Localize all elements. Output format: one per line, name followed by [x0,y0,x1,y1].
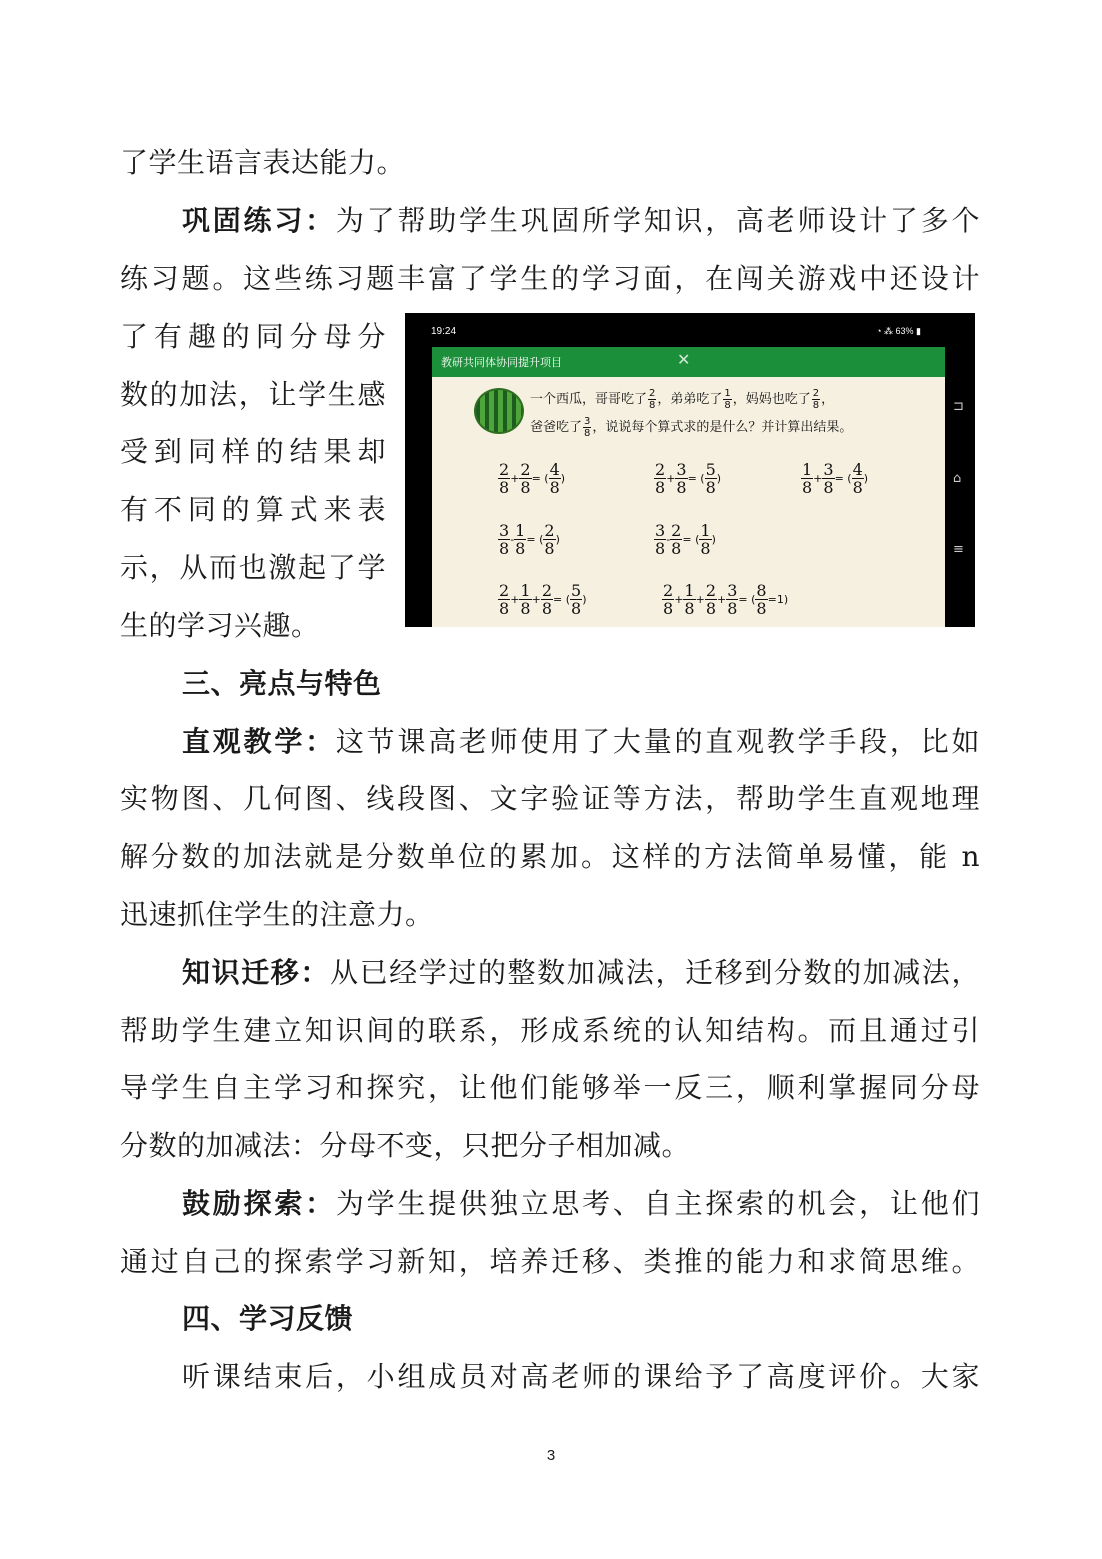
paragraph-line: 有不同的算式来表 [120,493,386,526]
embedded-screenshot [405,313,975,627]
paragraph-line: 通过自己的探索学习新知，培养迁移、类推的能力和求简思维。 [120,1245,980,1278]
paragraph-line: 解分数的加法就是分数单位的累加。这样的方法简单易懂，能 n [120,840,980,873]
nav-sidebar [945,377,975,627]
paragraph-line: 了有趣的同分母分 [120,320,386,353]
paragraph-text: 这节课高老师使用了大量的直观教学手段，比如 [335,725,980,758]
section-label: 鼓励探索： [182,1187,336,1220]
wifi-icon: ◔ ⁂ [876,326,896,336]
equation: $\frac{2}{8}$ + $\frac{3}{8}$ = ( $\frac{5}{8}$ ) [655,460,722,497]
paragraph-line: 听课结束后，小组成员对高老师的课给予了高度评价。大家 [182,1360,980,1393]
equation: $\frac{2}{8}$ + $\frac{1}{8}$ + $\frac{2}{8}$ = ( $\frac{5}{8}$ ) [499,581,587,618]
paragraph-line: 受到同样的结果却 [120,435,386,468]
paragraph-text: 为学生提供独立思考、自主探索的机会，让他们 [335,1187,980,1220]
question-line-2: 爸爸吃了 $\frac{3}{8}$ ，说说每个算式求的是什么？并计算出结果。 [530,416,853,439]
status-icons [876,326,921,337]
equation: $\frac{3}{8}$ - $\frac{1}{8}$ = ( $\frac{2}{8}$ ) [499,521,560,558]
paragraph-line: 数的加法，让学生感 [120,378,386,411]
paragraph-line [182,953,980,993]
paragraph-text: 为了帮助学生巩固所学知识，高老师设计了多个 [335,204,980,237]
paragraph-line [182,201,980,241]
section-label: 知识迁移： [182,956,330,989]
watermelon-icon [474,388,524,434]
battery-icon: ▮ [916,326,921,336]
paragraph-line [182,722,980,762]
paragraph-line: 迅速抓住学生的注意力。 [120,898,434,931]
equation: $\frac{2}{8}$ + $\frac{2}{8}$ = ( $\frac{4}{8}$ ) [499,460,566,497]
section-label: 巩固练习： [182,204,336,237]
paragraph-line: 导学生自主学习和探究，让他们能够举一反三，顺利掌握同分母 [120,1071,980,1104]
status-bar [405,313,965,347]
back-icon[interactable]: ⊐ [953,399,964,414]
paragraph-line: 生的学习兴趣。 [120,609,320,642]
paragraph-line: 帮助学生建立知识间的联系，形成系统的认知结构。而且通过引 [120,1014,980,1047]
section-heading: 三、亮点与特色 [182,667,382,700]
equation: $\frac{3}{8}$ - $\frac{2}{8}$ = ( $\frac{1}{8}$ ) [655,521,716,558]
paragraph-line: 了学生语言表达能力。 [120,146,406,179]
paragraph-line [182,1184,980,1224]
section-label: 直观教学： [182,725,336,758]
close-icon[interactable]: ✕ [677,352,691,369]
question-line-1: 一个西瓜，哥哥吃了 $\frac{2}{8}$ ，弟弟吃了 $\frac{1}{8}$ ，妈妈也吃了 $\frac{2}{8}$ ， [530,388,835,411]
page-number: 3 [546,1447,556,1464]
paragraph-line: 练习题。这些练习题丰富了学生的学习面，在闯关游戏中还设计 [120,262,980,295]
equation: $\frac{1}{8}$ + $\frac{3}{8}$ = ( $\frac{4}{8}$ ) [802,460,869,497]
paragraph-text: 从已经学过的整数加减法，迁移到分数的加减法， [329,956,980,989]
battery-level: 63% [895,326,914,336]
section-heading: 四、学习反馈 [182,1302,354,1335]
app-title: 教研共同体协同提升项目 [441,357,562,369]
paragraph-line: 实物图、几何图、线段图、文字验证等方法，帮助学生直观地理 [120,782,980,815]
paragraph-line: 分数的加减法：分母不变，只把分子相加减。 [120,1129,691,1162]
equation: $\frac{2}{8}$ + $\frac{1}{8}$ + $\frac{2}{8}$ + $\frac{3}{8}$ = ( $\frac{8}{8}$ =1) [663,581,789,618]
app-titlebar [432,347,945,377]
paragraph-line: 示，从而也激起了学 [120,551,386,584]
status-time: 19:24 [431,326,457,337]
exercise-board [432,377,945,627]
menu-icon[interactable]: ≡ [953,542,964,557]
home-icon[interactable]: ⌂ [953,471,962,486]
